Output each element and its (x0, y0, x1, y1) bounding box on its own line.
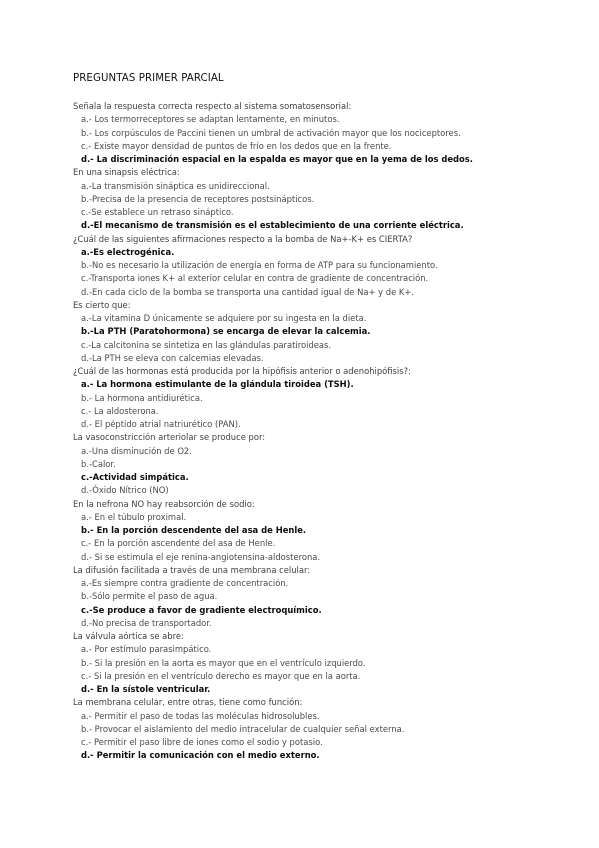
question-text: La difusión facilitada a través de una membrana celular: (73, 564, 311, 575)
answer-option: b.- Provocar el aislamiento del medio intracelular de cualquier señal externa. (81, 723, 405, 734)
question-text: Señala la respuesta correcta respecto al sistema somatosensorial: (73, 101, 352, 111)
answer-option-correct: d.- Permitir la comunicación con el medio externo. (81, 750, 320, 761)
answer-option: a.-Una disminución de O2. (81, 445, 192, 456)
question-text: La válvula aórtica se abre: (73, 631, 184, 641)
answer-option: a.- Por estímulo parasimpático. (81, 644, 212, 655)
answer-option-correct: a.- La hormona estimulante de la glándula tiroidea (TSH). (81, 379, 354, 390)
answer-option: c.-Transporta iones K+ al exterior celular en contra de gradiente de concentración. (81, 273, 429, 284)
answer-option: a.-Es siempre contra gradiente de concentración. (81, 578, 289, 588)
answer-option-correct: d.- La discriminación espacial en la espalda es mayor que en la yema de los dedos. (81, 154, 473, 164)
question-8 (73, 564, 583, 630)
answer-option: b.-Precisa de la presencia de receptores postsinápticos. (81, 193, 315, 204)
answer-option: b.-No es necesario la utilización de energía en forma de ATP para su funcionamiento. (81, 260, 438, 270)
question-1 (73, 100, 583, 166)
page-title: PREGUNTAS PRIMER PARCIAL (73, 73, 224, 84)
question-text: ¿Cuál de las hormonas está producida por la hipófisis anterior o adenohipófisis?: (73, 366, 411, 376)
answer-option: d.-En cada ciclo de la bomba se transporta una cantidad igual de Na+ y de K+. (81, 286, 415, 297)
answer-option-correct: d.-El mecanismo de transmisión es el establecimiento de una corriente eléctrica. (81, 220, 464, 231)
answer-option: d.-Óxido Nítrico (NO) (81, 485, 169, 496)
answer-option: c.- En la porción ascendente del asa de Henle. (81, 538, 276, 549)
answer-option: a.-La vitamina D únicamente se adquiere por su ingesta en la dieta. (81, 313, 367, 323)
answer-option: a.- En el túbulo proximal. (81, 511, 187, 522)
question-3 (73, 233, 583, 299)
question-5 (73, 365, 583, 431)
answer-option: c.- Si la presión en el ventrículo derecho es mayor que en la aorta. (81, 670, 361, 681)
question-4 (73, 299, 583, 365)
question-text: En la nefrona NO hay reabsorción de sodio: (73, 498, 255, 509)
question-text: La vasoconstricción arteriolar se produce por: (73, 432, 266, 443)
question-2 (73, 166, 583, 232)
answer-option-correct: c.-Actividad simpática. (81, 472, 189, 482)
answer-option: d.- El péptido atrial natriurético (PAN). (81, 419, 241, 429)
question-9 (73, 630, 583, 696)
answer-option-correct: b.- En la porción descendente del asa de Henle. (81, 525, 307, 535)
question-text: ¿Cuál de las siguientes afirmaciones respecto a la bomba de Na+-K+ es CIERTA? (73, 233, 413, 244)
question-7 (73, 498, 583, 564)
answer-option-correct: a.-Es electrogénica. (81, 246, 175, 257)
question-list (73, 100, 583, 763)
answer-option: b.-Sólo permite el paso de agua. (81, 591, 218, 602)
question-text: La membrana celular, entre otras, tiene como función: (73, 697, 303, 708)
answer-option: c.- Permitir el paso libre de iones como el sodio y potasio. (81, 737, 323, 747)
answer-option: c.-La calcitonina se sintetiza en las glándulas paratiroideas. (81, 339, 332, 350)
question-text: Es cierto que: (73, 299, 131, 310)
answer-option: a.- Permitir el paso de todas las moléculas hidrosolubles. (81, 710, 320, 721)
answer-option: c.-Se establece un retraso sináptico. (81, 207, 234, 217)
answer-option: c.- Existe mayor densidad de puntos de frío en los dedos que en la frente. (81, 140, 392, 151)
question-text: En una sinapsis eléctrica: (73, 167, 180, 178)
question-6 (73, 431, 583, 497)
answer-option: b.- Si la presión en la aorta es mayor que en el ventrículo izquierdo. (81, 657, 366, 668)
answer-option-correct: d.- En la sístole ventricular. (81, 684, 211, 694)
question-10 (73, 696, 583, 762)
answer-option: c.- La aldosterona. (81, 405, 159, 416)
answer-option: d.-No precisa de transportador. (81, 617, 212, 628)
answer-option-correct: c.-Se produce a favor de gradiente electroquímico. (81, 604, 322, 615)
answer-option: a.-La transmisión sináptica es unidireccional. (81, 180, 270, 191)
answer-option: d.-La PTH se eleva con calcemias elevadas. (81, 352, 264, 363)
answer-option-correct: b.-La PTH (Paratohormona) se encarga de elevar la calcemia. (81, 326, 371, 337)
answer-option: b.- Los corpúsculos de Paccini tienen un umbral de activación mayor que los nociceptores. (81, 127, 461, 138)
answer-option: b.-Calor. (81, 458, 116, 469)
answer-option: a.- Los termorreceptores se adaptan lentamente, en minutos. (81, 114, 340, 125)
answer-option: d.- Si se estimula el eje renina-angiotensina-aldosterona. (81, 551, 321, 562)
answer-option: b.- La hormona antidiurética. (81, 392, 203, 403)
document-page (73, 72, 583, 763)
